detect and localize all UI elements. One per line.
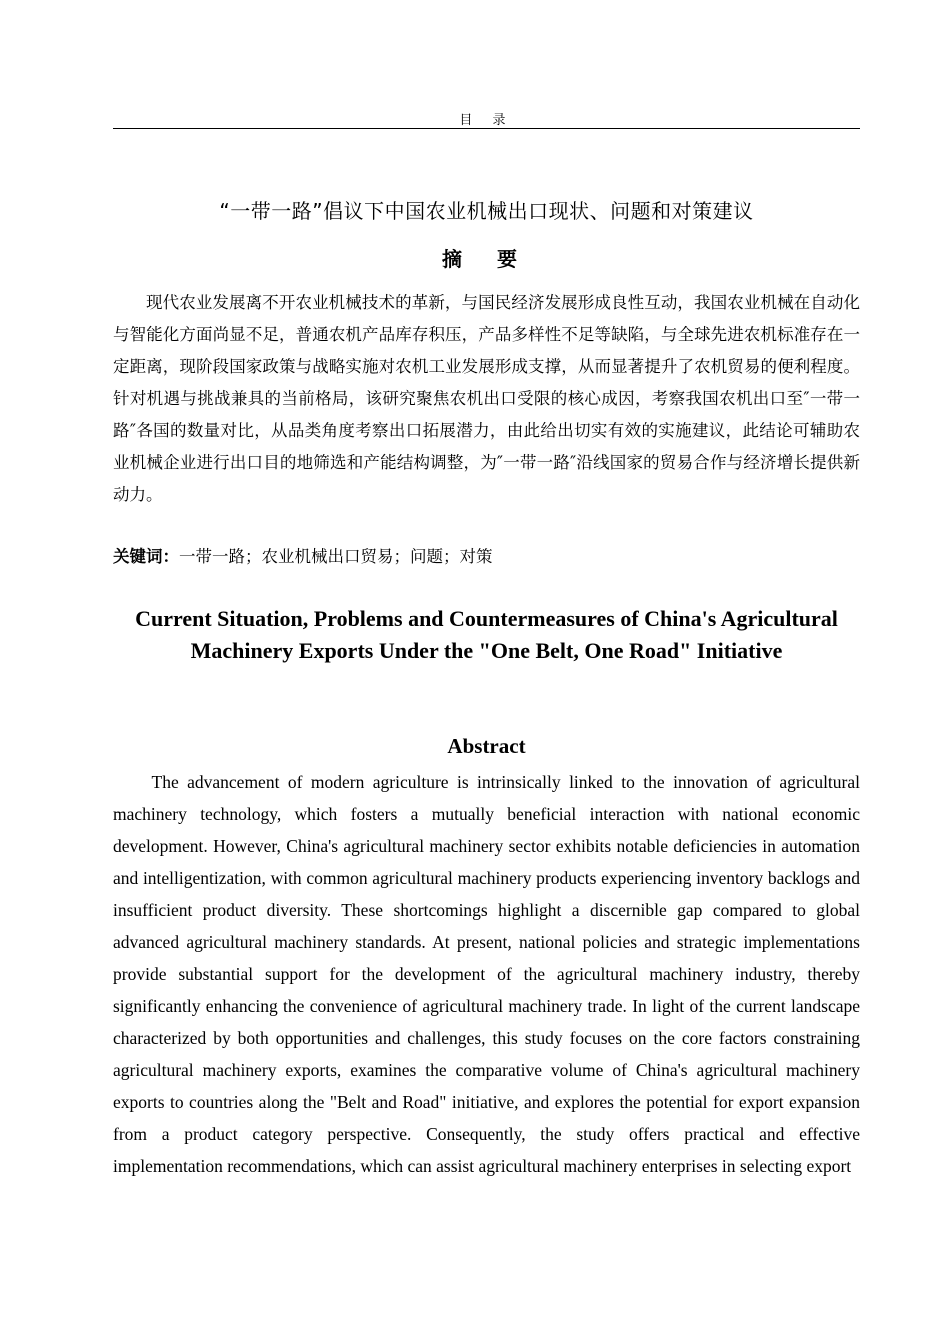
keywords-label: 关键词：: [113, 547, 179, 566]
running-header: 目 录: [459, 113, 514, 128]
chinese-title: “一带一路”倡议下中国农业机械出口现状、问题和对策建议: [219, 199, 754, 223]
english-abstract-paragraph: The advancement of modern agriculture is intrinsically linked to the innovation of agricultural machinery technology, which fosters a mutually beneficial interaction with national economic development. However, China's agricultural machinery sector exhibits notable deficiencies in automation and intelligentization, with common agricultural machinery products experiencing inventory backlogs and insufficient product diversity. These shortcomings highlight a discernible gap compared to global advanced agricultural machinery standards. At present, national policies and strategic implementations provide substantial support for the development of the agricultural machinery industry, thereby significantly enhancing the convenience of agricultural machinery trade. In light of the current landscape characterized by both opportunities and challenges, this study focuses on the core factors constraining agricultural machinery exports, examines the comparative volume of China's agricultural machinery exports to countries along the "Belt and Road" initiative, and explores the potential for export expansion from a product category perspective. Consequently, the study offers practical and effective implementation recommendations, which can assist agricultural machinery enterprises in selecting export: [113, 772, 860, 1176]
header-rule: [113, 128, 860, 129]
english-title: Current Situation, Problems and Countermeasures of China's Agricultural Machinery Exports Under the "One Belt, One Road" Initiative: [135, 606, 838, 663]
chinese-keywords: [113, 541, 860, 573]
chinese-abstract-heading: 摘 要: [442, 247, 531, 271]
keywords-text: 一带一路；农业机械出口贸易；问题；对策: [179, 547, 493, 566]
chinese-abstract-paragraph: 现代农业发展离不开农业机械技术的革新，与国民经济发展形成良性互动，我国农业机械在自动化与智能化方面尚显不足，普通农机产品库存积压，产品多样性不足等缺陷，与全球先进农机标准存在一定距离，现阶段国家政策与战略实施对农机工业发展形成支撑，从而显著提升了农机贸易的便利程度。针对机遇与挑战兼具的当前格局，该研究聚焦农机出口受限的核心成因，考察我国农机出口至″一带一路″各国的数量对比，从品类角度考察出口拓展潜力，由此给出切实有效的实施建议，此结论可辅助农业机械企业进行出口目的地筛选和产能结构调整，为″一带一路″沿线国家的贸易合作与经济增长提供新动力。: [113, 293, 860, 504]
english-abstract-heading: Abstract: [447, 734, 526, 758]
